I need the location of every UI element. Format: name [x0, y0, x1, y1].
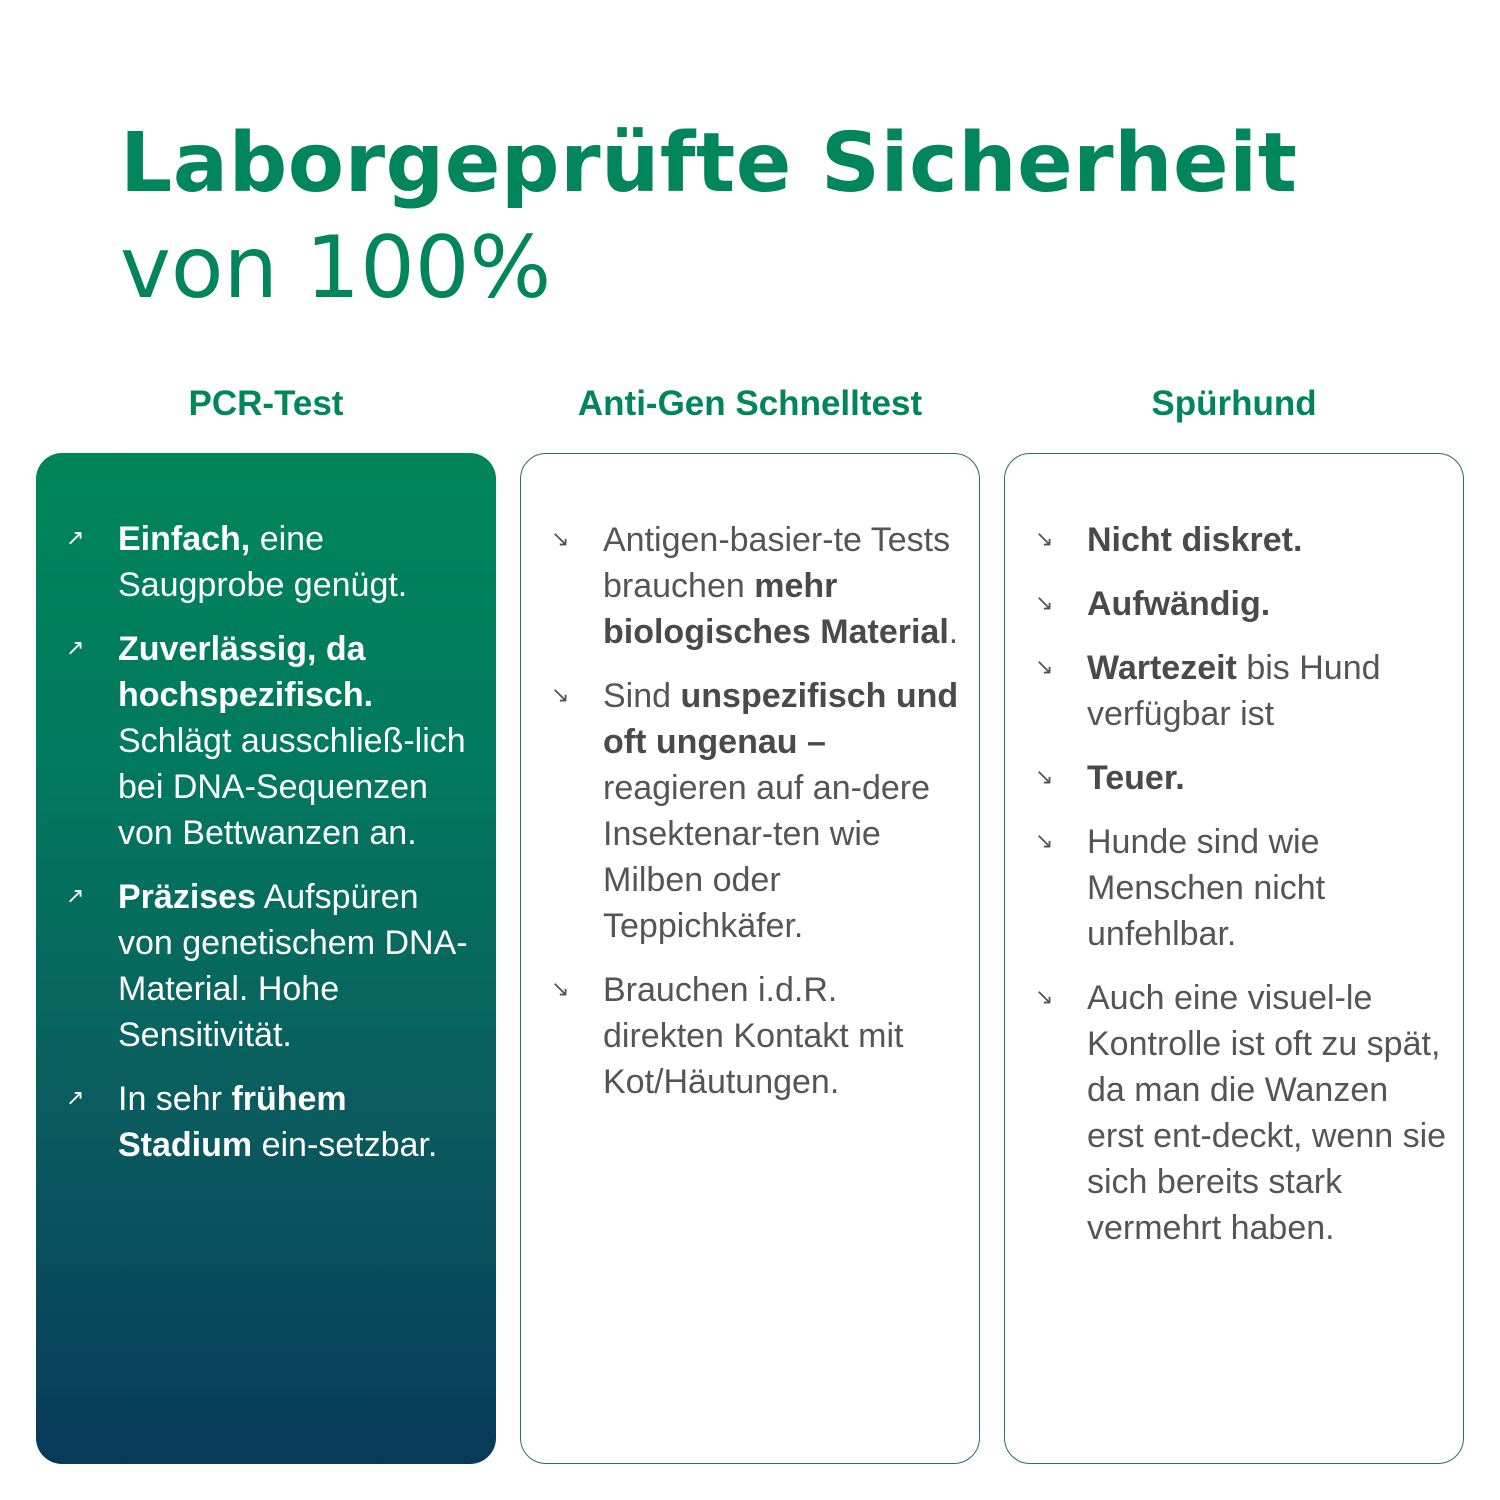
arrow-down-right-icon: ↘	[1035, 985, 1054, 1010]
pcr-list	[66, 516, 482, 1186]
item-text: In sehr	[118, 1080, 232, 1118]
item-text: Aufspüren von genetischem DNA-Material. Hohe Sensitivität.	[118, 878, 468, 1054]
page-title: Laborgeprüfte Sicherheit	[120, 116, 1298, 211]
arrow-down-right-icon: ↘	[1035, 527, 1054, 552]
emphasis-text: Wartezeit	[1087, 649, 1237, 687]
arrow-down-right-icon: ↘	[551, 977, 570, 1002]
list-item	[551, 673, 965, 949]
pcr-card	[36, 453, 496, 1464]
emphasis-text: Nicht diskret.	[1087, 521, 1303, 559]
item-text: reagieren auf an-dere Insektenar-ten wie Milben oder Teppichkäfer.	[603, 769, 931, 945]
dog-list	[1035, 517, 1449, 1269]
item-text: eine Saugprobe genügt.	[118, 520, 408, 604]
list-item	[1035, 645, 1449, 737]
list-item	[551, 967, 965, 1105]
item-text: ein-setzbar.	[252, 1126, 438, 1164]
emphasis-text: Präzises	[118, 878, 256, 916]
arrow-up-right-icon: ↗	[66, 526, 85, 551]
arrow-down-right-icon: ↘	[1035, 829, 1054, 854]
column-heading-pcr: PCR-Test	[188, 384, 344, 423]
item-text: Sind	[603, 677, 681, 715]
arrow-down-right-icon: ↘	[551, 527, 570, 552]
list-item	[66, 874, 482, 1058]
column-heading-dog: Spürhund	[1151, 384, 1317, 423]
emphasis-text: Zuverlässig, da hochspezifisch.	[118, 630, 374, 714]
arrow-up-right-icon: ↗	[66, 1086, 85, 1111]
list-item	[1035, 581, 1449, 627]
column-heading-antigen: Anti-Gen Schnelltest	[577, 384, 923, 423]
item-text: .	[948, 613, 959, 651]
emphasis-text: Einfach,	[118, 520, 251, 558]
arrow-down-right-icon: ↘	[1035, 591, 1054, 616]
emphasis-text: mehr biologisches Material	[603, 567, 949, 651]
item-text: Schlägt ausschließ-lich bei DNA-Sequenzen von Bettwanzen an.	[118, 722, 466, 852]
page-subtitle: von 100%	[120, 218, 552, 318]
item-text: Auch eine visuel-le Kontrolle ist oft zu spät, da man die Wanzen erst ent-deckt, wenn sie sich bereits stark vermehrt haben.	[1087, 979, 1447, 1247]
arrow-down-right-icon: ↘	[1035, 765, 1054, 790]
arrow-down-right-icon: ↘	[1035, 655, 1054, 680]
title-block	[120, 112, 1297, 320]
list-item	[1035, 517, 1449, 563]
list-item	[66, 626, 482, 856]
list-item	[66, 516, 482, 608]
arrow-up-right-icon: ↗	[66, 884, 85, 909]
antigen-list	[551, 517, 965, 1123]
list-item	[551, 517, 965, 655]
list-item	[1035, 975, 1449, 1251]
emphasis-text: unspezifisch und oft ungenau –	[603, 677, 959, 761]
emphasis-text: frühem Stadium	[118, 1080, 347, 1164]
emphasis-text: Teuer.	[1087, 759, 1185, 797]
list-item	[1035, 755, 1449, 801]
antigen-card	[520, 453, 980, 1464]
list-item	[1035, 819, 1449, 957]
item-text: bis Hund verfügbar ist	[1087, 649, 1381, 733]
item-text: Antigen-basier-te Tests brauchen	[603, 521, 951, 605]
item-text: Hunde sind wie Menschen nicht unfehlbar.	[1087, 823, 1326, 953]
list-item	[66, 1076, 482, 1168]
emphasis-text: Aufwändig.	[1087, 585, 1271, 623]
item-text: Brauchen i.d.R. direkten Kontakt mit Kot/Häutungen.	[603, 971, 904, 1101]
dog-card	[1004, 453, 1464, 1464]
arrow-down-right-icon: ↘	[551, 683, 570, 708]
arrow-up-right-icon: ↗	[66, 636, 85, 661]
